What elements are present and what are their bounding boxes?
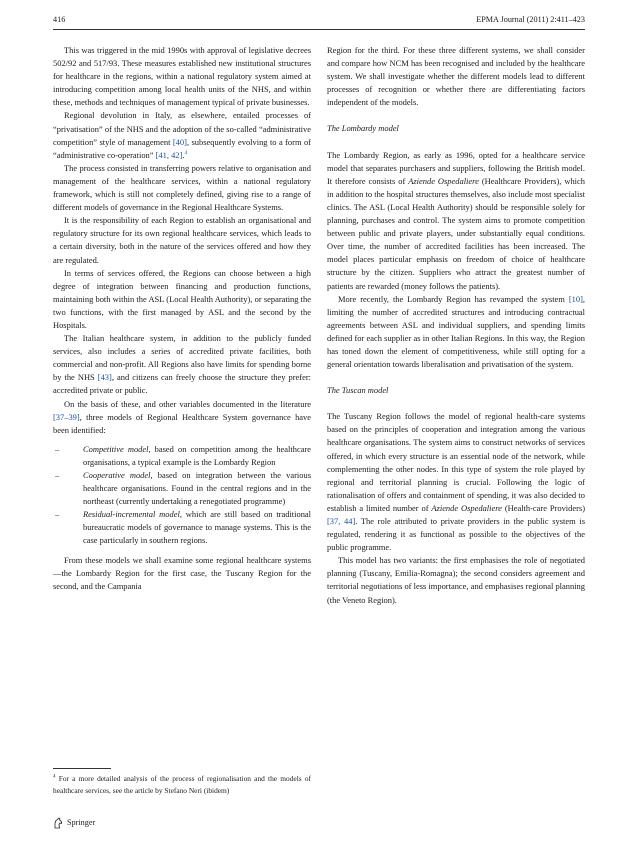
paragraph: The Lombardy Region, as early as 1996, opted for a healthcare service model that separates purchasers and suppliers, following the British model. It therefore consists of Aziende Ospedaliere (Healthcare Providers), which in addition to the hospital structures themselves, also include most specialist clinics. The ASL (Local Health Authority) should be responsible solely for planning, purchases and control. The system aims to promote competition between public and private players, under substantially equal conditions. Over time, the number of accredited facilities has been increased. The model places particular emphasis on freedom of choice of healthcare structure by the citizen. Suppliers who attract the greatest number of patients are rewarded (money follows the patients). <box>327 149 585 291</box>
citation-link[interactable]: [10] <box>568 293 583 304</box>
citation-link[interactable]: [41, 42] <box>155 149 183 160</box>
list-item: – Cooperative model, based on integration between the various healthcare organisations. Found in the central regions and in the northeast (currently undertaking a renegotiated programme) <box>55 470 311 507</box>
paragraph: From these models we shall examine some regional healthcare systems—the Lombardy Region for the first case, the Tuscany Region for the second, and the Campania <box>53 554 311 591</box>
right-column <box>327 44 585 607</box>
paragraph: The Tuscany Region follows the model of regional health-care systems based on the principles of cooperation and integration among the various healthcare organisations. The system aims to construct networks of services offered, in which every structure is an essential node of the network, while complementing the other nodes. In this type of system the role played by regional and territorial planning is crucial. Following the logic of rationalisation of offers and containment of spending, it was also decided to establish a limited number of Aziende Ospedaliere (Health-care Providers) [37, 44]. The role attributed to private providers in the public system is regulated, rendering it as functional as possible to the objectives of the public programme. <box>327 411 586 553</box>
header-rule <box>53 29 585 30</box>
paragraph: This was triggered in the mid 1990s with approval of legislative decrees 502/92 and 517/93. These measures established new institutional structures for healthcare in the regions, within a national regulatory system aimed at introducing competition among local health units of the NHS, and within these, methods and techniques of management typical of private businesses. <box>53 45 311 108</box>
paragraph: The process consisted in transferring powers relative to organisation and management of the healthcare services, within a national regulatory framework, which is still not completely defined, giving rise to a range of different models of governance in the Regional Healthcare Systems. <box>53 162 311 213</box>
paragraph: Regional devolution in Italy, as elsewhere, entailed processes of “privatisation” of the NHS and the adoption of the so-called “administrative competition” style of management [40], subsequently evolving to a form of “administrative co-operation” [41, 42].$^4$ <box>53 110 311 160</box>
footnote-rule <box>53 768 111 769</box>
section-heading-tuscan: The Tuscan model <box>327 385 389 396</box>
governance-models-list <box>53 443 311 548</box>
springer-horse-icon <box>53 817 63 829</box>
footnote-marker[interactable]: 4 <box>184 149 188 156</box>
list-item: – Competitive model, based on competition among the healthcare organisations, a typical example is the Lombardy Region <box>55 443 312 467</box>
publisher-name: Springer <box>67 818 96 827</box>
paragraph: The Italian healthcare system, in addition to the publicly funded services, also includes a series of accredited private facilities, both commercial and non-profit. All Regions also have limits for spending borne by the NHS [43], and citizens can freely choose the structure they prefer: accredited private or public. <box>53 333 311 396</box>
paragraph: Region for the third. For these three different systems, we shall consider and compare how NCM has been recognised and included by the healthcare system. We shall investigate whether the different models lead to different processes of recognition or whether there are differentiating factors independent of the models. <box>327 45 585 108</box>
running-header <box>53 14 585 26</box>
paragraph: It is the responsibility of each Region to establish an organisational and regulatory structure for its own regional healthcare services, which leads to a certain diversity, both in the nature of the services offered and how they are regulated. <box>53 215 311 265</box>
citation-link[interactable]: [37–39] <box>53 411 80 422</box>
citation-link[interactable]: [37, 44] <box>327 516 356 526</box>
journal-citation: EPMA Journal (2011) 2:411–423 <box>476 15 585 24</box>
paragraph: In terms of services offered, the Regions can choose between a high degree of integration between financing and production functions, maintaining both within the ASL (Local Health Authority), or separating the two functions, with the first managed by ASL and the second by the Hospitals. <box>53 267 311 330</box>
paragraph: More recently, the Lombardy Region has revamped the system [10], limiting the number of accredited structures and introducing contractual agreements between ASL and individual suppliers, and spending limits defined for each supplier as in other Italian Regions. In this way, the Region has toned down the element of competitiveness, while still opting for a general orientation towards liberalisation and privatisation of the system. <box>327 293 585 370</box>
paragraph: On the basis of these, and other variables documented in the literature [37–39], three models of Regional Healthcare System governance have been identified: <box>53 398 311 435</box>
citation-link[interactable]: [43] <box>97 372 112 383</box>
paragraph: This model has two variants: the first emphasises the role of negotiated planning (Tuscany, Emilia-Romagna); the second considers agreement and territorial negotiations of less importance, and emphasises regional planning (the Veneto Region). <box>327 555 585 605</box>
publisher-footer <box>53 817 95 829</box>
left-column <box>53 44 311 593</box>
section-heading-lombardy: The Lombardy model <box>327 123 399 134</box>
page-number: 416 <box>53 15 66 24</box>
citation-link[interactable]: [40] <box>172 136 187 147</box>
footnote: $^4$ For a more detailed analysis of the process of regionalisation and the models of healthcare services, see the article by Stefano Neri (ibidem) <box>53 774 311 795</box>
list-item: – Residual-incremental model, which are still based on traditional bureaucratic models of governance to manage systems. This is the case particularly in southern regions. <box>55 509 311 546</box>
